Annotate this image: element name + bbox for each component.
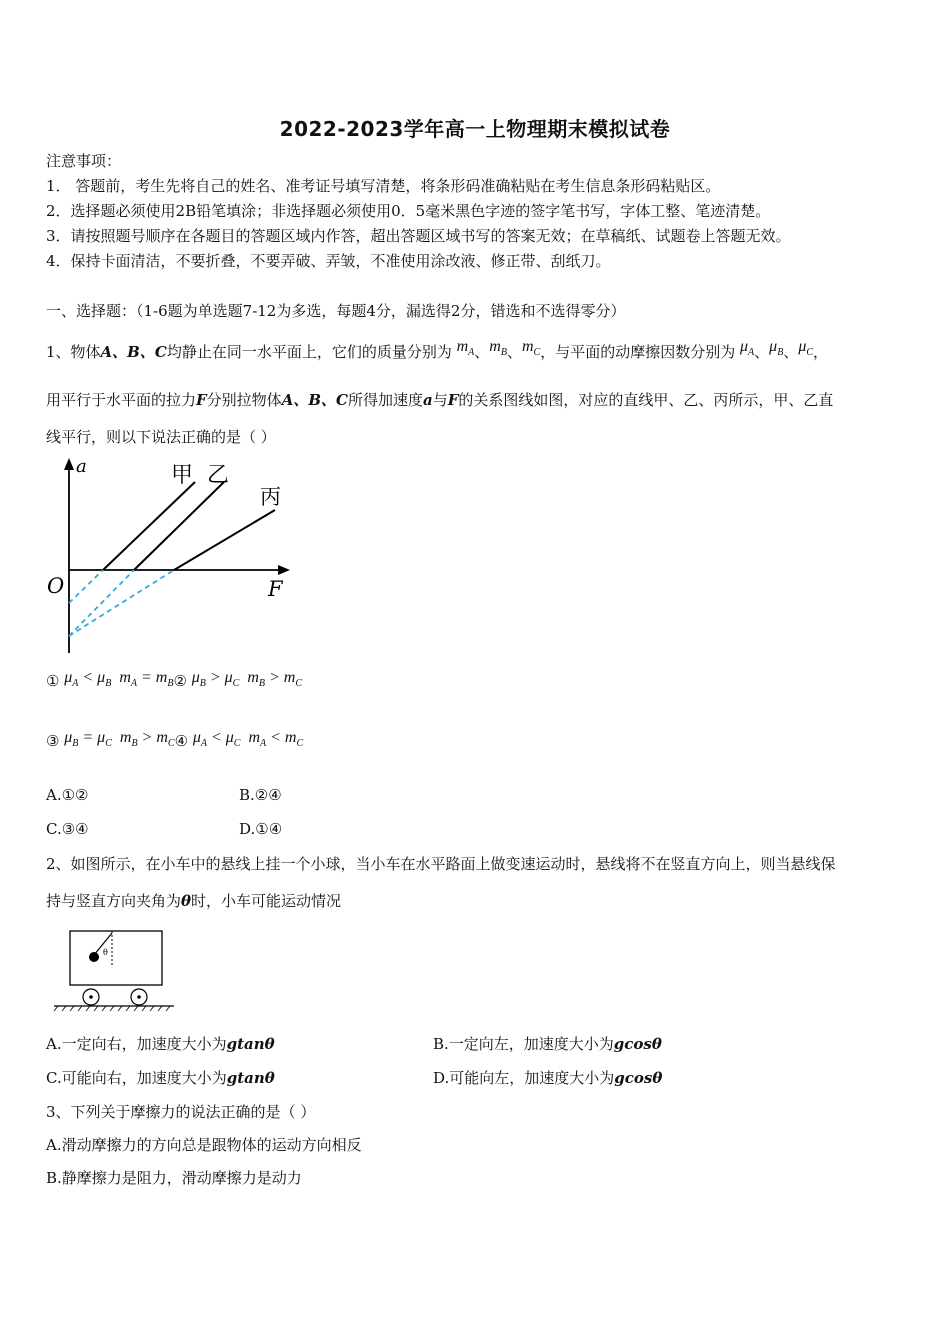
label-yi: 乙 (207, 463, 230, 488)
acceleration-force-graph (40, 455, 300, 660)
statement-1-number: ① (46, 672, 60, 690)
q1-line-1: 1、物体A、B、C均静止在同一水平面上，它们的质量分别为 $m_A$、$m_B$、$m_C$，与平面的动摩擦因数分别为 $\mu_A$、$\mu_B$、$\mu_C$， (46, 338, 829, 361)
notice-item-4: 4．保持卡面清洁，不要折叠，不要弄破、弄皱，不准使用涂改液、修正带、刮纸刀。 (46, 252, 611, 270)
q2-option-d[interactable] (433, 1067, 662, 1088)
ground-hatching (54, 1006, 170, 1011)
statement-3-number: ③ (46, 732, 60, 750)
statement-1: $\mu_A < \mu_B$ $m_A = m_B$ (64, 669, 174, 690)
q2-line-2 (46, 890, 341, 911)
q1-objects-2: A、B、C (281, 391, 348, 409)
q1-option-a[interactable]: A.①② (46, 786, 89, 804)
mu-c: $\mu_C$ (798, 338, 814, 359)
statement-4: $\mu_A < \mu_C$ $m_A < m_C$ (192, 729, 304, 750)
label-jia: 甲 (171, 463, 194, 488)
q3-stem: 3、下列关于摩擦力的说法正确的是（ ） (46, 1103, 316, 1121)
q1-option-d[interactable]: D.①④ (239, 820, 283, 838)
q2-option-a-text: A.一定向右，加速度大小为 (46, 1035, 227, 1053)
statement-2: $\mu_B > \mu_C$ $m_B > m_C$ (191, 669, 303, 690)
q1-objects: A、B、C (100, 343, 167, 361)
q1-text-3: ，与平面的动摩擦因数分别为 (540, 343, 736, 361)
x-axis-arrow (278, 565, 290, 575)
cart-body (70, 931, 162, 985)
q2-text-2: 时，小车可能运动情况 (191, 892, 342, 910)
notice-heading: 注意事项： (46, 152, 122, 170)
cart-figure (50, 925, 180, 1013)
q2-option-a[interactable] (46, 1033, 275, 1054)
q2-option-c-text: C.可能向右，加速度大小为 (46, 1069, 227, 1087)
label-bing: 丙 (260, 485, 281, 509)
mass-b: $m_B$ (489, 338, 507, 359)
q1-text-4: 用平行于水平面的拉力 (46, 391, 197, 409)
wheel-left-hub (89, 995, 93, 999)
q3-option-b[interactable]: B.静摩擦力是阻力，滑动摩擦力是动力 (46, 1169, 302, 1187)
q3-option-a[interactable]: A.滑动摩擦力的方向总是跟物体的运动方向相反 (46, 1136, 362, 1154)
q1-line-3: 线平行，则以下说法正确的是（ ） (46, 428, 276, 446)
q2-option-b-expr: gcosθ (613, 1035, 662, 1053)
q2-text-1: 持与竖直方向夹角为 (46, 892, 182, 910)
q2-option-b-text: B.一定向左，加速度大小为 (433, 1035, 614, 1053)
q2-option-c[interactable] (46, 1067, 275, 1088)
q1-text-8: 的关系图线如图，对应的直线甲、乙、丙所示，甲、乙直 (458, 391, 834, 409)
wheel-right-hub (137, 995, 141, 999)
y-axis-arrow (64, 458, 74, 470)
notice-item-2: 2．选择题必须使用2B铅笔填涂；非选择题必须使用0．5毫米黑色字迹的签字笔书写，字体工整、笔迹清楚。 (46, 202, 771, 220)
line-yi-extension (69, 570, 134, 636)
page-title: 2022-2023学年高一上物理期末模拟试卷 (279, 117, 671, 141)
statement-4-number: ④ (174, 732, 189, 750)
q1-text-5: 分别拉物体 (206, 391, 282, 409)
q1-text-7: 与 (432, 391, 448, 409)
accel-symbol: a (422, 391, 433, 409)
force-symbol-2: F (447, 391, 459, 409)
line-yi (134, 482, 224, 570)
line-bing-extension (69, 570, 174, 636)
q2-option-c-expr: gtanθ (226, 1069, 275, 1087)
q1-option-b[interactable]: B.②④ (239, 786, 282, 804)
q1-line-2 (46, 389, 833, 410)
q2-option-a-expr: gtanθ (226, 1035, 275, 1053)
q2-option-d-expr: gcosθ (614, 1069, 663, 1087)
y-axis-label: a (76, 456, 87, 477)
force-symbol: F (196, 391, 207, 409)
statement-3: $\mu_B = \mu_C$ $m_B > m_C$ (64, 729, 175, 750)
x-axis-label: F (268, 577, 283, 601)
mass-c: $m_C$ (521, 338, 541, 359)
line-jia (103, 482, 195, 570)
pendulum-ball (89, 952, 99, 962)
notice-item-1: 1． 答题前，考生先将自己的姓名、准考证号填写清楚，将条形码准确粘贴在考生信息条形码粘贴区。 (46, 177, 721, 195)
q1-text-1: 1、物体 (46, 343, 101, 361)
mu-a: $\mu_A$ (740, 338, 755, 359)
section-heading: 一、选择题：（1-6题为单选题7-12为多选，每题4分，漏选得2分，错选和不选得零分） (46, 302, 626, 320)
origin-label: O (47, 574, 65, 598)
statement-2-number: ② (173, 672, 187, 690)
statements-row-1 (46, 668, 302, 690)
theta-symbol: θ (181, 892, 192, 910)
line-jia-extension (69, 570, 103, 603)
angle-label: θ (103, 948, 108, 957)
notice-item-3: 3．请按照题号顺序在各题目的答题区域内作答，超出答题区域书写的答案无效；在草稿纸、试题卷上答题无效。 (46, 227, 791, 245)
q1-option-c[interactable]: C.③④ (46, 820, 89, 838)
line-bing (174, 510, 275, 570)
q2-option-b[interactable] (433, 1033, 662, 1054)
mu-b: $\mu_B$ (769, 338, 784, 359)
q2-line-1: 2、如图所示，在小车中的悬线上挂一个小球，当小车在水平路面上做变速运动时，悬线将不在竖直方向上，则当悬线保 (46, 855, 836, 873)
statements-row-2 (46, 728, 303, 750)
q2-option-d-text: D.可能向左，加速度大小为 (433, 1069, 615, 1087)
q1-text-2: 均静止在同一水平面上，它们的质量分别为 (166, 343, 452, 361)
q1-text-6: 所得加速度 (347, 391, 423, 409)
mass-a: $m_A$ (456, 338, 475, 359)
